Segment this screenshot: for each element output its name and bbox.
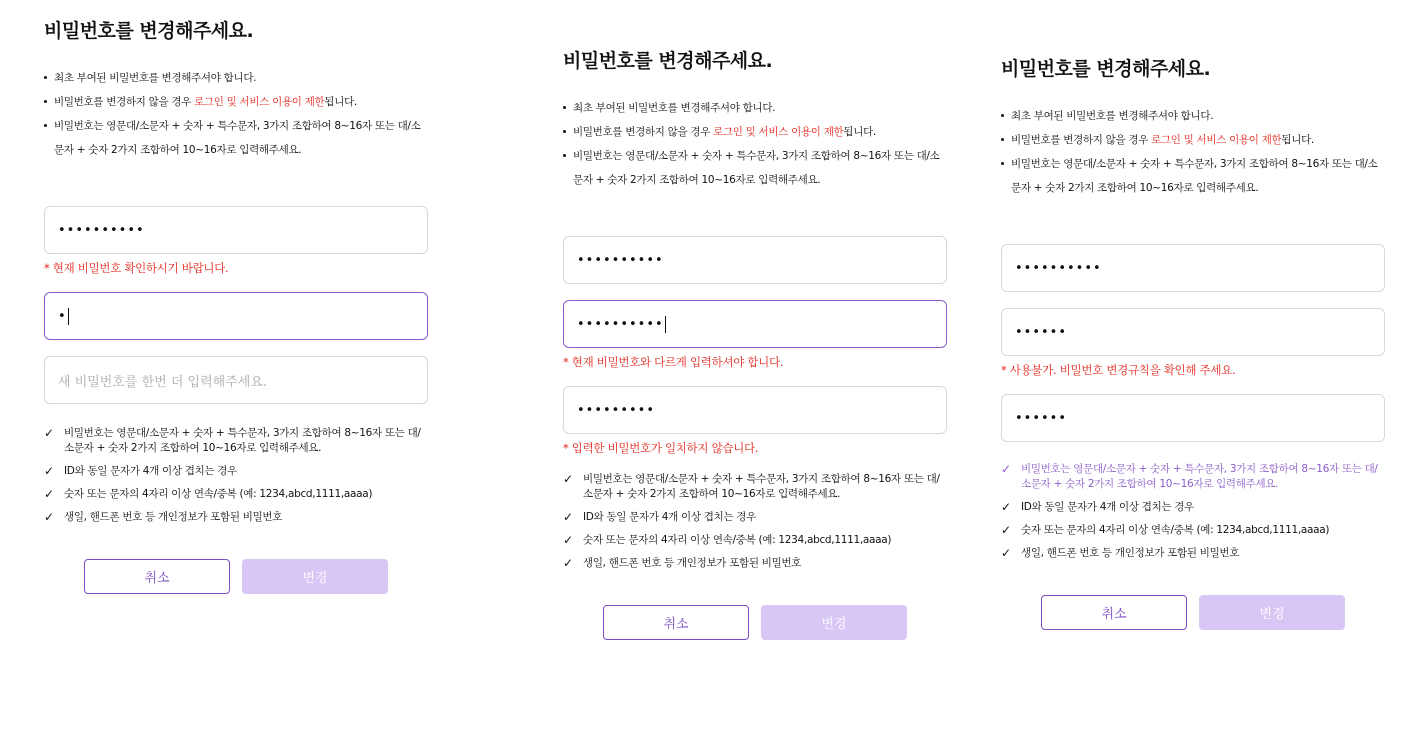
- new-password-error: * 현재 비밀번호와 다르게 입력하셔야 합니다.: [563, 355, 784, 369]
- rule-item: ✓ 생일, 핸드폰 번호 등 개인정보가 포함된 비밀번호: [44, 510, 283, 524]
- rule-item-satisfied: ✓ 비밀번호는 영문대/소문자 + 숫자 + 특수문자, 3가지 조합하여 8~16자 또는 대/소문자 + 숫자 2가지 조합하여 10~16자로 입력해주세요.: [1001, 462, 1378, 490]
- rule-item: ✓ 비밀번호는 영문대/소문자 + 숫자 + 특수문자, 3가지 조합하여 8~16자 또는 대/소문자 + 숫자 2가지 조합하여 10~16자로 입력해주세요.: [44, 426, 421, 454]
- password-rules-list: [44, 426, 428, 525]
- notice-item: 비밀번호는 영문대/소문자 + 숫자 + 특수문자, 3가지 조합하여 8~16자 또는 대/소 문자 + 숫자 2가지 조합하여 10~16자로 입력해주세요.: [563, 144, 947, 192]
- notice-item: 비밀번호는 영문대/소문자 + 숫자 + 특수문자, 3가지 조합하여 8~16자 또는 대/소 문자 + 숫자 2가지 조합하여 10~16자로 입력해주세요.: [44, 114, 428, 162]
- check-icon: ✓: [44, 426, 54, 440]
- check-icon: ✓: [1001, 523, 1011, 537]
- current-password-input[interactable]: ••••••••••: [44, 206, 428, 254]
- text-cursor: [68, 308, 69, 325]
- confirm-password-input[interactable]: [44, 356, 428, 404]
- confirm-password-input[interactable]: ••••••: [1001, 394, 1385, 442]
- notice-item: 최초 부여된 비밀번호를 변경해주셔야 합니다.: [44, 66, 428, 90]
- check-icon: ✓: [44, 464, 54, 478]
- notice-item: 최초 부여된 비밀번호를 변경해주셔야 합니다.: [1001, 104, 1385, 128]
- restriction-warning: 로그인 및 서비스 이용이 제한: [1151, 134, 1282, 146]
- check-icon: ✓: [563, 533, 573, 547]
- page-title: 비밀번호를 변경해주세요.: [1001, 58, 1211, 80]
- rule-item: ✓ ID와 동일 문자가 4개 이상 겹치는 경우: [563, 510, 756, 524]
- check-icon: ✓: [44, 510, 54, 524]
- rule-item: ✓ 생일, 핸드폰 번호 등 개인정보가 포함된 비밀번호: [563, 556, 802, 570]
- password-change-panel-3: [1001, 56, 1385, 630]
- confirm-password-input[interactable]: •••••••••: [563, 386, 947, 434]
- notice-item: 비밀번호를 변경하지 않을 경우 로그인 및 서비스 이용이 제한됩니다.: [1001, 128, 1385, 152]
- check-icon: ✓: [44, 487, 54, 501]
- check-icon: ✓: [563, 510, 573, 524]
- rule-item: ✓ ID와 동일 문자가 4개 이상 겹치는 경우: [1001, 500, 1194, 514]
- notice-list: [44, 66, 428, 162]
- change-button[interactable]: 변경: [761, 605, 907, 640]
- new-password-error: * 사용불가. 비밀번호 변경규칙을 확인해 주세요.: [1001, 363, 1236, 377]
- current-password-input[interactable]: ••••••••••: [563, 236, 947, 284]
- rule-item: ✓ 숫자 또는 문자의 4자리 이상 연속/중복 (예: 1234,abcd,1111,aaaa): [563, 533, 892, 547]
- confirm-password-error: * 입력한 비밀번호가 일치하지 않습니다.: [563, 441, 759, 455]
- change-button[interactable]: 변경: [1199, 595, 1345, 630]
- change-button[interactable]: 변경: [242, 559, 388, 594]
- new-password-input[interactable]: •: [44, 292, 428, 340]
- cancel-button[interactable]: 취소: [603, 605, 749, 640]
- rule-item: ✓ 숫자 또는 문자의 4자리 이상 연속/중복 (예: 1234,abcd,1111,aaaa): [44, 487, 373, 501]
- notice-item: 비밀번호는 영문대/소문자 + 숫자 + 특수문자, 3가지 조합하여 8~16자 또는 대/소 문자 + 숫자 2가지 조합하여 10~16자로 입력해주세요.: [1001, 152, 1385, 200]
- page-title: 비밀번호를 변경해주세요.: [44, 20, 254, 42]
- notice-list: [563, 96, 947, 192]
- rule-item: ✓ ID와 동일 문자가 4개 이상 겹치는 경우: [44, 464, 237, 478]
- password-rules-list: [1001, 462, 1385, 561]
- check-icon: ✓: [1001, 462, 1011, 476]
- notice-item: 비밀번호를 변경하지 않을 경우 로그인 및 서비스 이용이 제한됩니다.: [44, 90, 428, 114]
- rule-item: ✓ 생일, 핸드폰 번호 등 개인정보가 포함된 비밀번호: [1001, 546, 1240, 560]
- cancel-button[interactable]: 취소: [1041, 595, 1187, 630]
- notice-item: 최초 부여된 비밀번호를 변경해주셔야 합니다.: [563, 96, 947, 120]
- check-icon: ✓: [1001, 546, 1011, 560]
- check-icon: ✓: [563, 472, 573, 486]
- current-password-input[interactable]: ••••••••••: [1001, 244, 1385, 292]
- password-rules-list: [563, 472, 947, 571]
- restriction-warning: 로그인 및 서비스 이용이 제한: [713, 126, 844, 138]
- notice-item: 비밀번호를 변경하지 않을 경우 로그인 및 서비스 이용이 제한됩니다.: [563, 120, 947, 144]
- password-change-panel-1: [44, 18, 428, 594]
- rule-item: ✓ 비밀번호는 영문대/소문자 + 숫자 + 특수문자, 3가지 조합하여 8~16자 또는 대/소문자 + 숫자 2가지 조합하여 10~16자로 입력해주세요.: [563, 472, 940, 500]
- check-icon: ✓: [1001, 500, 1011, 514]
- current-password-error: * 현재 비밀번호 확인하시기 바랍니다.: [44, 261, 229, 275]
- new-password-input[interactable]: ••••••••••: [563, 300, 947, 348]
- page-title: 비밀번호를 변경해주세요.: [563, 50, 773, 72]
- rule-item: ✓ 숫자 또는 문자의 4자리 이상 연속/중복 (예: 1234,abcd,1111,aaaa): [1001, 523, 1330, 537]
- restriction-warning: 로그인 및 서비스 이용이 제한: [194, 96, 325, 108]
- confirm-password-placeholder: 새 비밀번호를 한번 더 입력해주세요.: [58, 374, 268, 390]
- cancel-button[interactable]: 취소: [84, 559, 230, 594]
- check-icon: ✓: [563, 556, 573, 570]
- password-change-panel-2: [563, 48, 947, 640]
- text-cursor: [665, 316, 666, 333]
- new-password-input[interactable]: ••••••: [1001, 308, 1385, 356]
- notice-list: [1001, 104, 1385, 200]
